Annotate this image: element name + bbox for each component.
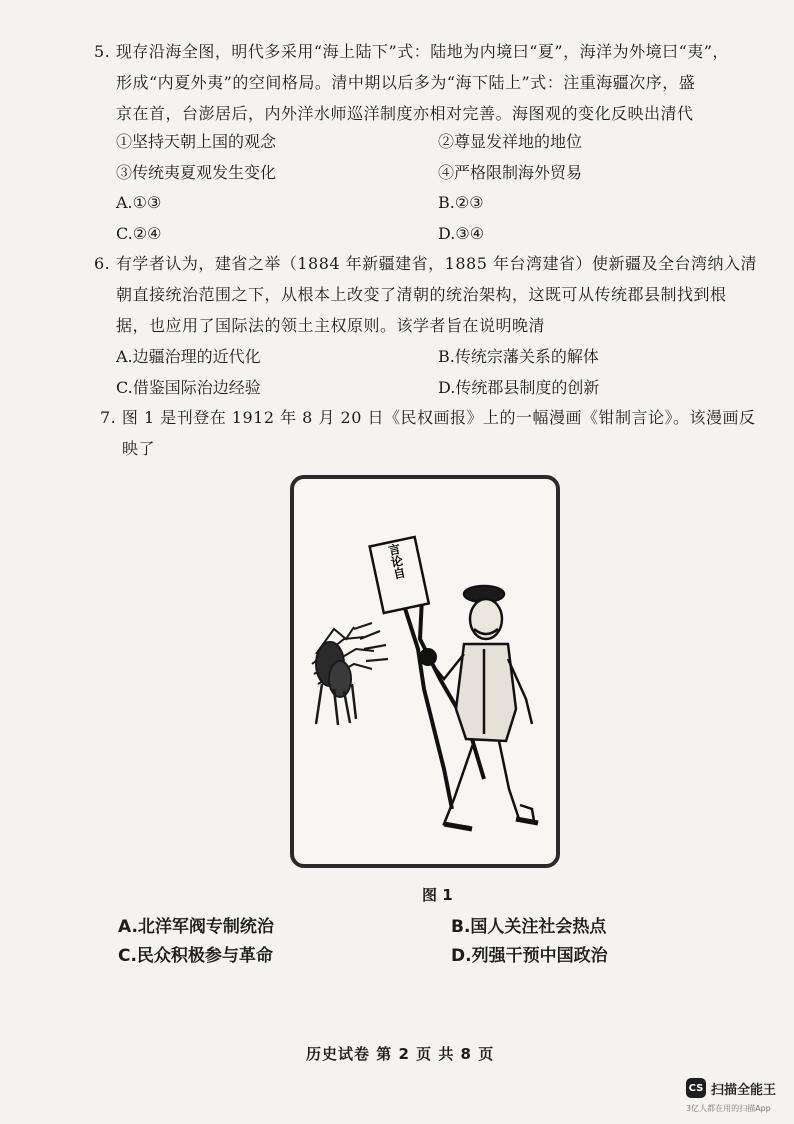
q5-line-1: 5. 现存沿海全图，明代多采用“海上陆下”式：陆地为内境曰“夏”，海洋为外境曰“夷”， [94, 42, 729, 61]
q5-option-a: A.①③ [116, 193, 162, 212]
q6-line-1: 6. 有学者认为，建省之举（1884 年新疆建省，1885 年台湾建省）使新疆及全台湾纳入清 [94, 254, 757, 273]
page-footer: 历史试卷 第 2 页 共 8 页 [306, 1045, 495, 1063]
camscanner-logo-icon: CS [686, 1078, 706, 1098]
q7-option-d: D.列强干预中国政治 [451, 946, 608, 966]
q5-statement-3: ③传统夷夏观发生变化 [116, 163, 277, 182]
q5-option-b: B.②③ [438, 193, 484, 212]
q7-line-2: 映了 [122, 439, 156, 458]
q6-option-c: C.借鉴国际治边经验 [116, 378, 261, 397]
figure-caption: 图 1 [422, 886, 453, 904]
scanner-watermark [686, 1078, 776, 1098]
q6-line-2: 朝直接统治范围之下，从根本上改变了清朝的统治架构，这既可从传统郡县制找到根 [116, 285, 727, 304]
q7-options [118, 910, 678, 968]
q7-option-b: B.国人关注社会热点 [451, 917, 607, 937]
question-7 [100, 402, 760, 464]
soldiers-group [312, 623, 388, 725]
q5-option-c: C.②④ [116, 224, 162, 243]
q5-statement-4: ④严格限制海外贸易 [438, 163, 583, 182]
cartoon-figure [290, 475, 560, 868]
q6-option-b: B.传统宗藩关系的解体 [438, 347, 599, 366]
scanner-name: 扫描全能王 [711, 1082, 777, 1098]
cartoon-illustration [294, 479, 548, 856]
q7-option-a: A.北洋军阀专制统治 [118, 917, 274, 937]
q7-line-1: 7. 图 1 是刊登在 1912 年 8 月 20 日《民权画报》上的一幅漫画《钳制言论》。该漫画反 [100, 408, 756, 427]
scanner-tagline: 3亿人都在用的扫描App [686, 1104, 771, 1113]
sign-text: 言论自 [385, 542, 407, 581]
q5-statement-1: ①坚持天朝上国的观念 [116, 132, 277, 151]
q6-line-3: 据，也应用了国际法的领土主权原则。该学者旨在说明晚清 [116, 316, 546, 335]
q5-option-d: D.③④ [438, 224, 485, 243]
q5-statements [116, 125, 756, 249]
q5-line-3: 京在首，台澎居后，内外洋水师巡洋制度亦相对完善。海图观的变化反映出清代 [116, 104, 694, 123]
q7-option-c: C.民众积极参与革命 [118, 946, 273, 966]
q6-option-d: D.传统郡县制度的创新 [438, 378, 600, 397]
q6-option-a: A.边疆治理的近代化 [116, 347, 261, 366]
question-5 [94, 36, 754, 129]
q5-line-2: 形成“内夏外夷”的空间格局。清中期以后多为“海下陆上”式：注重海疆次序，盛 [116, 73, 696, 92]
q6-options [116, 340, 756, 402]
speech-sign [370, 537, 429, 613]
q5-statement-2: ②尊显发祥地的地位 [438, 132, 583, 151]
question-6 [94, 248, 757, 341]
